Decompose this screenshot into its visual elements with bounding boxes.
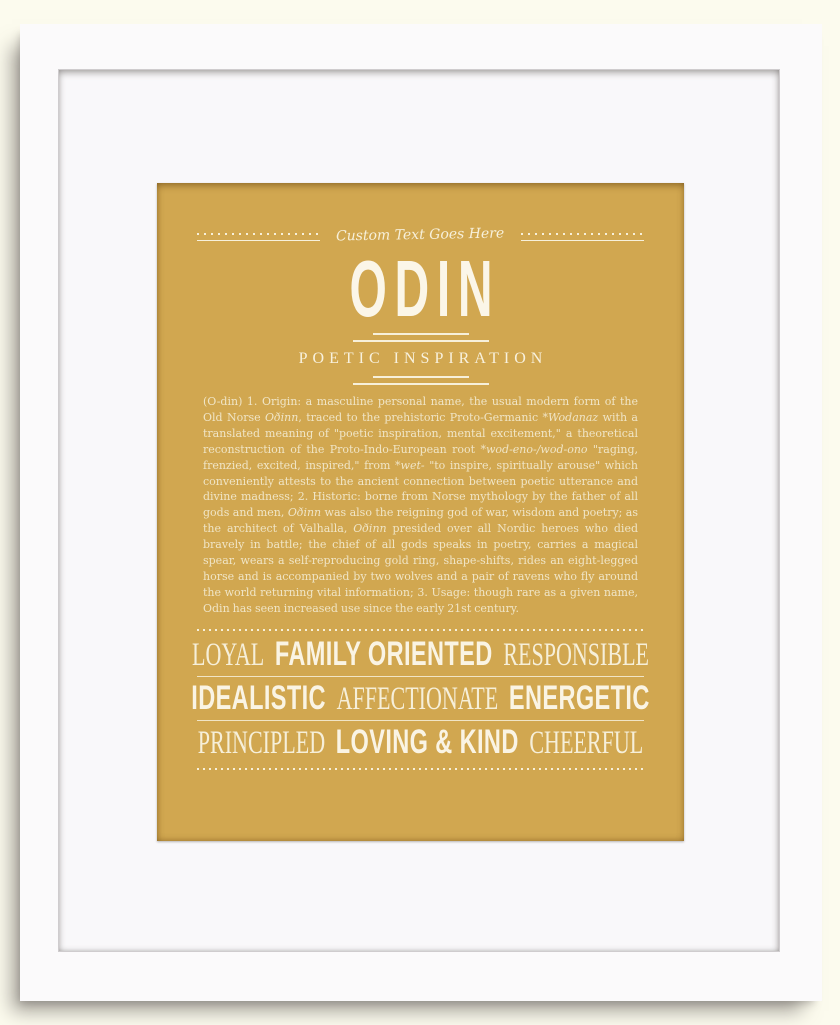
custom-text: Custom Text Goes Here: [336, 225, 505, 245]
double-rule-below-meaning: [197, 376, 644, 385]
rule-long: [353, 383, 489, 385]
trait-word: AFFECTIONATE: [336, 680, 499, 717]
name-title: ODIN: [348, 244, 500, 333]
definition-text: [203, 394, 638, 617]
definition-italic-segment: *wet-: [395, 458, 425, 472]
trait-word: RESPONSIBLE: [503, 636, 650, 673]
meaning-subtitle: POETIC INSPIRATION: [298, 350, 548, 367]
trait-line: [191, 677, 650, 717]
definition-segment: "to inspire, spiritually arouse" which conveniently attests to the ancient connection between poetic utterance and divine madness; 2. Historic: borne from Norse mythology by the father of all gods and men,: [203, 458, 639, 520]
definition-segment: with a translated meaning of "poetic inspiration, mental excitement," a theoretical reconstruction of the Proto-Indo-European root: [203, 410, 638, 456]
trait-word: PRINCIPLED: [197, 724, 326, 761]
trait-separator: [197, 720, 644, 721]
definition-italic-segment: *Wodanaz: [542, 410, 599, 424]
trait-word: CHEERFUL: [529, 724, 644, 761]
trait-line: [191, 633, 650, 673]
dotted-rule-left: [197, 233, 320, 241]
art-print: [157, 183, 684, 841]
dotted-divider-top: [197, 629, 644, 631]
picture-frame: [20, 24, 822, 1001]
dotted-divider-bottom: [197, 768, 644, 770]
double-rule-above-meaning: [197, 333, 644, 342]
trait-word: LOYAL: [191, 636, 265, 673]
trait-word: FAMILY ORIENTED: [274, 633, 493, 673]
definition-italic-segment: Oðinn: [287, 506, 322, 520]
trait-word: LOVING & KIND: [335, 721, 519, 761]
rule-long: [353, 340, 489, 342]
trait-word: ENERGETIC: [508, 677, 650, 717]
definition-segment: "raging, frenzied, excited, inspired," from: [203, 442, 638, 472]
definition-segment: (O-din) 1. Origin: a masculine personal name, the usual modern form of the Old Norse: [203, 395, 638, 424]
trait-separator: [197, 676, 644, 677]
definition-italic-segment: Oðinn: [353, 522, 387, 536]
name-title-row: [197, 244, 644, 333]
rule-short: [373, 333, 469, 335]
rule-short: [373, 376, 469, 378]
mat-board: [58, 69, 780, 952]
definition-italic-segment: Oðinn: [265, 410, 299, 424]
trait-word: IDEALISTIC: [191, 677, 326, 717]
trait-line: [197, 721, 644, 761]
traits-section: [191, 633, 650, 761]
definition-segment: was also the reigning god of war, wisdom and poetry; as the architect of Valhalla,: [203, 506, 639, 536]
dotted-rule-right: [521, 233, 644, 241]
definition-italic-segment: *wod-eno-/wod-ono: [480, 442, 588, 456]
definition-segment: , traced to the prehistoric Proto-Germanic: [298, 410, 543, 424]
definition-segment: presided over all Nordic heroes who died bravely in battle; the chief of all gods speaks in poetry, carries a magical spear, wears a self-reproducing gold ring, shape-shifts, rides an eight-legged horse and is accompanied by two wolves and a pair of ravens who fly around the world returning vital information; 3. Usage: though rare as a given name, Odin has seen increased use since the early 21st century.: [203, 522, 638, 615]
